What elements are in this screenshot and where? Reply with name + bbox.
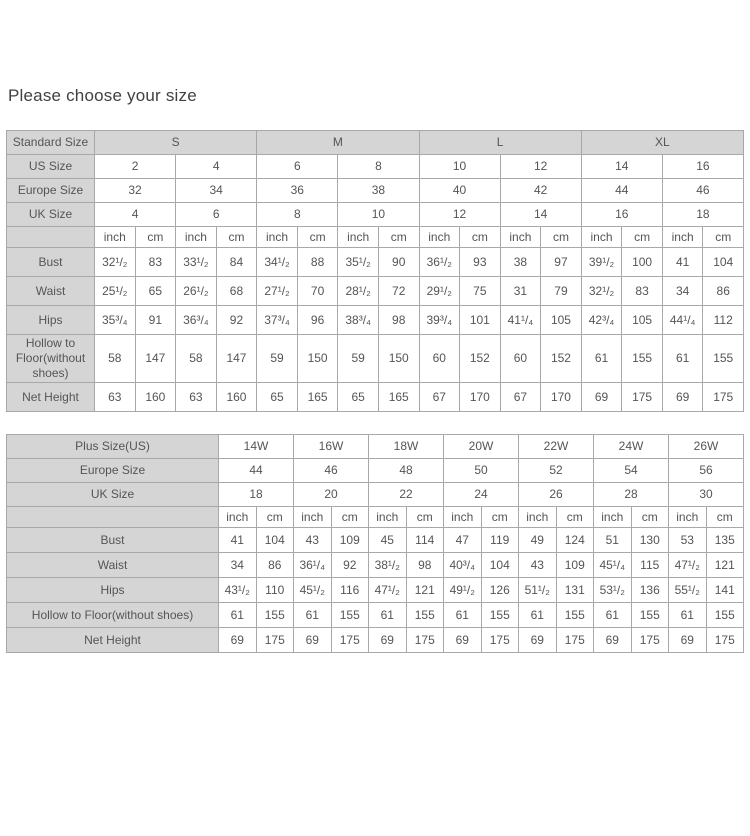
size-cell: 36	[257, 179, 338, 203]
unit-cell: cm	[297, 227, 338, 248]
page	[0, 86, 750, 836]
value-cell: 126	[481, 578, 519, 603]
value-cell: 36³/₄	[176, 306, 217, 335]
value-cell: 69	[219, 628, 257, 653]
value-cell: 100	[622, 248, 663, 277]
size-cell: 46	[662, 179, 743, 203]
value-cell: 28¹/₂	[338, 277, 379, 306]
page-title: Please choose your size	[8, 86, 197, 105]
value-cell: 51	[594, 528, 632, 553]
size-cell: 18W	[369, 435, 444, 459]
value-cell: 72	[378, 277, 419, 306]
row-label: Hips	[7, 306, 95, 335]
value-cell: 115	[631, 553, 669, 578]
value-cell: 90	[378, 248, 419, 277]
row-label: Bust	[7, 528, 219, 553]
unit-cell: inch	[219, 507, 257, 528]
size-cell: 34	[176, 179, 257, 203]
unit-cell: inch	[369, 507, 407, 528]
unit-cell: inch	[176, 227, 217, 248]
size-cell: 4	[176, 155, 257, 179]
unit-cell: cm	[706, 507, 744, 528]
value-cell: 69	[581, 383, 622, 412]
value-cell: 38³/₄	[338, 306, 379, 335]
value-cell: 69	[594, 628, 632, 653]
size-cell: 8	[257, 203, 338, 227]
value-cell: 155	[631, 603, 669, 628]
row-label: Europe Size	[7, 459, 219, 483]
size-cell: 6	[176, 203, 257, 227]
size-cell: 14W	[219, 435, 294, 459]
value-cell: 170	[541, 383, 582, 412]
unit-cell: inch	[338, 227, 379, 248]
size-cell: 44	[581, 179, 662, 203]
value-cell: 155	[706, 603, 744, 628]
unit-cell: inch	[662, 227, 703, 248]
size-cell: 38	[338, 179, 419, 203]
value-cell: 69	[519, 628, 557, 653]
value-cell: 60	[419, 335, 460, 383]
row-label: UK Size	[7, 203, 95, 227]
value-cell: 35¹/₂	[338, 248, 379, 277]
size-cell: 20W	[444, 435, 519, 459]
value-cell: 147	[135, 335, 176, 383]
value-cell: 61	[581, 335, 622, 383]
value-cell: 92	[331, 553, 369, 578]
value-cell: 152	[460, 335, 501, 383]
row-label: Waist	[7, 277, 95, 306]
size-cell: 20	[294, 483, 369, 507]
unit-cell: inch	[419, 227, 460, 248]
value-cell: 175	[631, 628, 669, 653]
value-cell: 36¹/₄	[294, 553, 332, 578]
value-cell: 65	[135, 277, 176, 306]
size-cell: 24W	[594, 435, 669, 459]
value-cell: 124	[556, 528, 594, 553]
size-cell: 46	[294, 459, 369, 483]
value-cell: 105	[622, 306, 663, 335]
value-cell: 91	[135, 306, 176, 335]
value-cell: 61	[219, 603, 257, 628]
value-cell: 31	[500, 277, 541, 306]
value-cell: 27¹/₂	[257, 277, 298, 306]
value-cell: 67	[500, 383, 541, 412]
size-cell: 12	[419, 203, 500, 227]
value-cell: 141	[706, 578, 744, 603]
value-cell: 44¹/₄	[662, 306, 703, 335]
value-cell: 60	[500, 335, 541, 383]
value-cell: 49	[519, 528, 557, 553]
value-cell: 101	[460, 306, 501, 335]
value-cell: 96	[297, 306, 338, 335]
value-cell: 47¹/₂	[369, 578, 407, 603]
value-cell: 155	[406, 603, 444, 628]
value-cell: 155	[703, 335, 744, 383]
value-cell: 36¹/₂	[419, 248, 460, 277]
value-cell: 59	[338, 335, 379, 383]
value-cell: 70	[297, 277, 338, 306]
value-cell: 40³/₄	[444, 553, 482, 578]
value-cell: 61	[662, 335, 703, 383]
value-cell: 35³/₄	[95, 306, 136, 335]
value-cell: 33¹/₂	[176, 248, 217, 277]
unit-cell: inch	[257, 227, 298, 248]
value-cell: 175	[481, 628, 519, 653]
size-cell: 4	[95, 203, 176, 227]
row-label: Standard Size	[7, 131, 95, 155]
value-cell: 175	[556, 628, 594, 653]
value-cell: 86	[703, 277, 744, 306]
plus-size-table-container	[0, 434, 750, 653]
size-cell: 16	[581, 203, 662, 227]
value-cell: 75	[460, 277, 501, 306]
size-cell: 16	[662, 155, 743, 179]
size-cell: 10	[419, 155, 500, 179]
size-cell: L	[419, 131, 581, 155]
value-cell: 25¹/₂	[95, 277, 136, 306]
unit-cell: cm	[331, 507, 369, 528]
value-cell: 63	[95, 383, 136, 412]
value-cell: 69	[444, 628, 482, 653]
value-cell: 53	[669, 528, 707, 553]
plus-table	[6, 434, 744, 653]
unit-cell: inch	[581, 227, 622, 248]
value-cell: 98	[406, 553, 444, 578]
value-cell: 84	[216, 248, 257, 277]
size-cell: 40	[419, 179, 500, 203]
unit-cell: cm	[556, 507, 594, 528]
size-cell: 52	[519, 459, 594, 483]
size-cell: 18	[219, 483, 294, 507]
value-cell: 39¹/₂	[581, 248, 622, 277]
unit-cell: cm	[460, 227, 501, 248]
value-cell: 61	[369, 603, 407, 628]
unit-cell: cm	[703, 227, 744, 248]
value-cell: 43	[519, 553, 557, 578]
value-cell: 175	[703, 383, 744, 412]
size-cell: 18	[662, 203, 743, 227]
size-cell: 32	[95, 179, 176, 203]
row-label: Waist	[7, 553, 219, 578]
value-cell: 55¹/₂	[669, 578, 707, 603]
value-cell: 61	[594, 603, 632, 628]
value-cell: 83	[622, 277, 663, 306]
value-cell: 131	[556, 578, 594, 603]
value-cell: 69	[669, 628, 707, 653]
row-label: Hollow to Floor(without shoes)	[7, 335, 95, 383]
size-cell: 22	[369, 483, 444, 507]
value-cell: 61	[444, 603, 482, 628]
row-label	[7, 227, 95, 248]
size-cell: 22W	[519, 435, 594, 459]
value-cell: 150	[297, 335, 338, 383]
row-label: Hollow to Floor(without shoes)	[7, 603, 219, 628]
value-cell: 175	[256, 628, 294, 653]
unit-cell: inch	[500, 227, 541, 248]
value-cell: 155	[556, 603, 594, 628]
unit-cell: cm	[135, 227, 176, 248]
value-cell: 98	[378, 306, 419, 335]
unit-cell: cm	[541, 227, 582, 248]
value-cell: 88	[297, 248, 338, 277]
value-cell: 165	[297, 383, 338, 412]
value-cell: 155	[256, 603, 294, 628]
value-cell: 86	[256, 553, 294, 578]
row-label: Plus Size(US)	[7, 435, 219, 459]
unit-cell: cm	[406, 507, 444, 528]
value-cell: 175	[706, 628, 744, 653]
value-cell: 45	[369, 528, 407, 553]
row-label: Bust	[7, 248, 95, 277]
size-cell: 26W	[669, 435, 744, 459]
row-label: Net Height	[7, 628, 219, 653]
size-cell: XL	[581, 131, 743, 155]
value-cell: 43¹/₂	[219, 578, 257, 603]
value-cell: 45¹/₄	[594, 553, 632, 578]
unit-cell: inch	[95, 227, 136, 248]
unit-cell: inch	[519, 507, 557, 528]
value-cell: 112	[703, 306, 744, 335]
size-cell: 56	[669, 459, 744, 483]
size-cell: 6	[257, 155, 338, 179]
value-cell: 104	[703, 248, 744, 277]
value-cell: 119	[481, 528, 519, 553]
size-cell: 10	[338, 203, 419, 227]
value-cell: 47	[444, 528, 482, 553]
standard-size-table-container	[0, 130, 750, 412]
standard-table	[6, 130, 744, 412]
value-cell: 61	[294, 603, 332, 628]
value-cell: 32¹/₂	[95, 248, 136, 277]
size-cell: 2	[95, 155, 176, 179]
value-cell: 63	[176, 383, 217, 412]
size-cell: 30	[669, 483, 744, 507]
value-cell: 104	[256, 528, 294, 553]
size-cell: 16W	[294, 435, 369, 459]
size-cell: 14	[581, 155, 662, 179]
value-cell: 121	[406, 578, 444, 603]
unit-cell: inch	[294, 507, 332, 528]
size-cell: 42	[500, 179, 581, 203]
value-cell: 61	[519, 603, 557, 628]
size-cell: 44	[219, 459, 294, 483]
row-label: Europe Size	[7, 179, 95, 203]
value-cell: 155	[622, 335, 663, 383]
value-cell: 170	[460, 383, 501, 412]
unit-cell: inch	[669, 507, 707, 528]
value-cell: 69	[662, 383, 703, 412]
value-cell: 42³/₄	[581, 306, 622, 335]
unit-cell: cm	[378, 227, 419, 248]
size-cell: 28	[594, 483, 669, 507]
value-cell: 92	[216, 306, 257, 335]
value-cell: 165	[378, 383, 419, 412]
value-cell: 59	[257, 335, 298, 383]
value-cell: 160	[135, 383, 176, 412]
value-cell: 69	[369, 628, 407, 653]
row-label: Hips	[7, 578, 219, 603]
value-cell: 53¹/₂	[594, 578, 632, 603]
value-cell: 109	[331, 528, 369, 553]
unit-cell: inch	[444, 507, 482, 528]
unit-cell: inch	[594, 507, 632, 528]
value-cell: 47¹/₂	[669, 553, 707, 578]
value-cell: 110	[256, 578, 294, 603]
value-cell: 38¹/₂	[369, 553, 407, 578]
value-cell: 26¹/₂	[176, 277, 217, 306]
value-cell: 61	[669, 603, 707, 628]
size-cell: 8	[338, 155, 419, 179]
value-cell: 136	[631, 578, 669, 603]
value-cell: 41¹/₄	[500, 306, 541, 335]
value-cell: 130	[631, 528, 669, 553]
size-cell: 12	[500, 155, 581, 179]
unit-cell: cm	[216, 227, 257, 248]
value-cell: 68	[216, 277, 257, 306]
value-cell: 43	[294, 528, 332, 553]
value-cell: 67	[419, 383, 460, 412]
row-label: US Size	[7, 155, 95, 179]
value-cell: 93	[460, 248, 501, 277]
value-cell: 51¹/₂	[519, 578, 557, 603]
value-cell: 41	[219, 528, 257, 553]
value-cell: 65	[257, 383, 298, 412]
value-cell: 69	[294, 628, 332, 653]
value-cell: 41	[662, 248, 703, 277]
value-cell: 116	[331, 578, 369, 603]
value-cell: 65	[338, 383, 379, 412]
value-cell: 32¹/₂	[581, 277, 622, 306]
value-cell: 150	[378, 335, 419, 383]
value-cell: 34	[662, 277, 703, 306]
value-cell: 175	[331, 628, 369, 653]
value-cell: 79	[541, 277, 582, 306]
size-cell: S	[95, 131, 257, 155]
value-cell: 38	[500, 248, 541, 277]
unit-cell: cm	[481, 507, 519, 528]
value-cell: 58	[95, 335, 136, 383]
value-cell: 175	[622, 383, 663, 412]
unit-cell: cm	[622, 227, 663, 248]
unit-cell: cm	[631, 507, 669, 528]
size-cell: 50	[444, 459, 519, 483]
value-cell: 155	[481, 603, 519, 628]
value-cell: 58	[176, 335, 217, 383]
value-cell: 34	[219, 553, 257, 578]
value-cell: 105	[541, 306, 582, 335]
value-cell: 45¹/₂	[294, 578, 332, 603]
value-cell: 37³/₄	[257, 306, 298, 335]
value-cell: 121	[706, 553, 744, 578]
value-cell: 34¹/₂	[257, 248, 298, 277]
row-label: UK Size	[7, 483, 219, 507]
row-label: Net Height	[7, 383, 95, 412]
value-cell: 160	[216, 383, 257, 412]
value-cell: 104	[481, 553, 519, 578]
size-cell: 24	[444, 483, 519, 507]
row-label	[7, 507, 219, 528]
size-cell: 26	[519, 483, 594, 507]
value-cell: 147	[216, 335, 257, 383]
value-cell: 114	[406, 528, 444, 553]
value-cell: 175	[406, 628, 444, 653]
value-cell: 29¹/₂	[419, 277, 460, 306]
value-cell: 83	[135, 248, 176, 277]
size-cell: 48	[369, 459, 444, 483]
value-cell: 49¹/₂	[444, 578, 482, 603]
size-cell: 14	[500, 203, 581, 227]
value-cell: 152	[541, 335, 582, 383]
value-cell: 97	[541, 248, 582, 277]
value-cell: 109	[556, 553, 594, 578]
unit-cell: cm	[256, 507, 294, 528]
value-cell: 39³/₄	[419, 306, 460, 335]
value-cell: 155	[331, 603, 369, 628]
value-cell: 135	[706, 528, 744, 553]
size-cell: M	[257, 131, 419, 155]
size-cell: 54	[594, 459, 669, 483]
